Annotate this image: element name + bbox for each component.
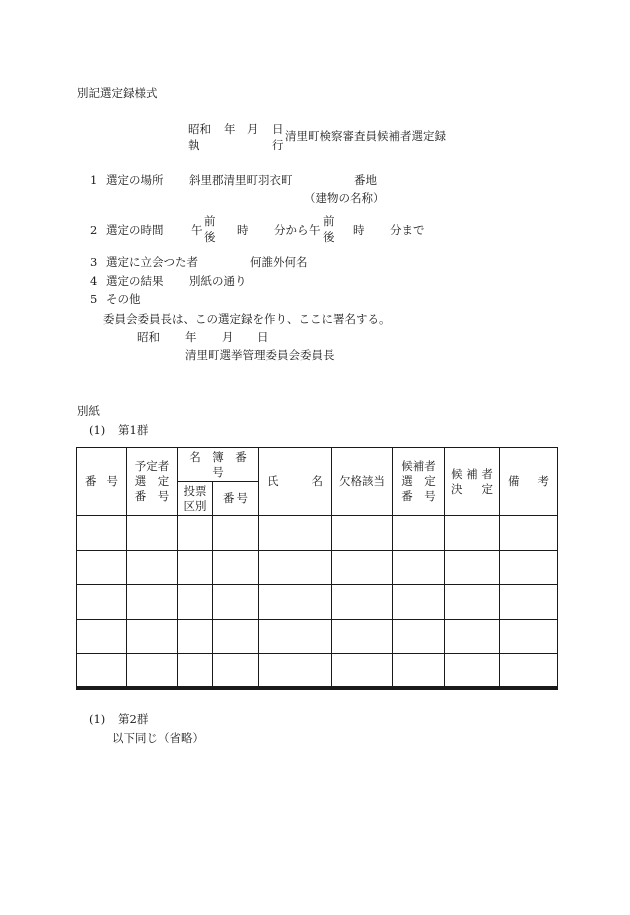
item-2-ji-1: 時 [237, 223, 249, 237]
table-bottom-double-rule [76, 686, 558, 690]
header-register-number: 名 簿 番 号 [178, 448, 259, 482]
table-cell[interactable] [178, 550, 213, 585]
table-cell[interactable] [259, 654, 332, 689]
table-cell[interactable] [393, 585, 445, 620]
table-row [77, 516, 558, 551]
item-2-go-2: 午 [309, 223, 321, 237]
table-cell[interactable] [332, 516, 393, 551]
header-candidate-number: 候補者 選 定 番 号 [393, 448, 445, 516]
table-cell[interactable] [77, 516, 127, 551]
header-vote-district: 投票 区別 [178, 482, 213, 516]
item-3-label: 選定に立会つた者 [106, 255, 198, 269]
title-year: 年 [224, 122, 236, 136]
group-1-name: 第1群 [118, 423, 149, 437]
table-cell[interactable] [445, 654, 500, 689]
closing-statement: 委員会委員長は、この選定録を作り、ここに署名する。 [103, 312, 391, 326]
table-cell[interactable] [77, 654, 127, 689]
table-cell[interactable] [500, 654, 558, 689]
table-cell[interactable] [178, 516, 213, 551]
table-cell[interactable] [332, 654, 393, 689]
table-cell[interactable] [213, 654, 259, 689]
table-cell[interactable] [445, 516, 500, 551]
group-2-number: (1) [89, 712, 106, 726]
item-1-banchi: 番地 [354, 173, 377, 187]
header-candidate-decision: 候 補 者 決 定 [445, 448, 500, 516]
item-2-fun-made: 分まで [390, 223, 425, 237]
title-day-bottom: 行 [272, 138, 284, 152]
item-2-zen-1: 前 [204, 214, 216, 228]
omitted-note: 以下同じ（省略） [112, 731, 204, 745]
group-1-number: (1) [89, 423, 106, 437]
table-cell[interactable] [127, 550, 178, 585]
header-number: 番 号 [77, 448, 127, 516]
table-cell[interactable] [332, 585, 393, 620]
table-cell[interactable] [127, 619, 178, 654]
header-register-sub-number: 番 号 [213, 482, 259, 516]
table-cell[interactable] [445, 585, 500, 620]
closing-signer: 清里町選挙管理委員会委員長 [185, 348, 335, 362]
item-1-place: 斜里郡清里町羽衣町 [189, 173, 293, 187]
document-title: 清里町検察審査員候補者選定録 [285, 129, 446, 143]
table-cell[interactable] [393, 550, 445, 585]
table-cell[interactable] [332, 550, 393, 585]
item-1-number: 1 [90, 173, 98, 187]
item-4-number: 4 [90, 274, 98, 288]
table-cell[interactable] [393, 654, 445, 689]
item-2-number: 2 [90, 223, 98, 237]
item-2-label: 選定の時間 [106, 223, 164, 237]
closing-day: 日 [257, 330, 269, 344]
table-cell[interactable] [500, 550, 558, 585]
table-cell[interactable] [213, 550, 259, 585]
table-cell[interactable] [259, 585, 332, 620]
item-1-label: 選定の場所 [106, 173, 164, 187]
table-cell[interactable] [77, 585, 127, 620]
group-2-name: 第2群 [118, 712, 149, 726]
table-row [77, 550, 558, 585]
title-day-top: 日 [272, 122, 284, 136]
table-cell[interactable] [213, 619, 259, 654]
table-cell[interactable] [127, 516, 178, 551]
table-cell[interactable] [393, 619, 445, 654]
item-2-ato-1: 後 [204, 230, 216, 244]
header-planned-number: 予定者 選 定 番 号 [127, 448, 178, 516]
header-disqualification: 欠格該当 [332, 448, 393, 516]
table-cell[interactable] [393, 516, 445, 551]
item-5-label: その他 [106, 292, 141, 306]
title-era: 昭和 [188, 122, 211, 136]
table-cell[interactable] [178, 619, 213, 654]
closing-era: 昭和 [137, 330, 160, 344]
form-heading: 別記選定録様式 [77, 86, 158, 100]
header-remarks: 備 考 [500, 448, 558, 516]
table-cell[interactable] [500, 619, 558, 654]
table-header-row [77, 448, 558, 482]
table-cell[interactable] [259, 550, 332, 585]
closing-month: 月 [222, 330, 234, 344]
table-row [77, 619, 558, 654]
item-1-building: （建物の名称） [304, 191, 385, 205]
table-cell[interactable] [127, 585, 178, 620]
item-3-number: 3 [90, 255, 98, 269]
table-cell[interactable] [77, 619, 127, 654]
item-2-ji-2: 時 [353, 223, 365, 237]
table-cell[interactable] [127, 654, 178, 689]
item-2-zen-2: 前 [323, 214, 335, 228]
candidate-table [76, 447, 558, 689]
item-2-ato-2: 後 [323, 230, 335, 244]
table-cell[interactable] [500, 585, 558, 620]
table-cell[interactable] [259, 516, 332, 551]
table-cell[interactable] [332, 619, 393, 654]
item-4-value: 別紙の通り [189, 274, 247, 288]
closing-year: 年 [185, 330, 197, 344]
table-cell[interactable] [445, 619, 500, 654]
table-cell[interactable] [178, 585, 213, 620]
item-3-value: 何誰外何名 [250, 255, 308, 269]
item-5-number: 5 [90, 292, 98, 306]
title-month: 月 [247, 122, 259, 136]
table-cell[interactable] [213, 516, 259, 551]
item-2-go-1: 午 [191, 223, 203, 237]
table-cell[interactable] [178, 654, 213, 689]
table-cell[interactable] [259, 619, 332, 654]
attachment-label: 別紙 [77, 404, 100, 418]
table-cell[interactable] [445, 550, 500, 585]
table-cell[interactable] [77, 550, 127, 585]
header-name: 氏 名 [259, 448, 332, 516]
item-2-fun-kara: 分から [274, 223, 309, 237]
table-cell[interactable] [500, 516, 558, 551]
table-cell[interactable] [213, 585, 259, 620]
item-4-label: 選定の結果 [106, 274, 164, 288]
table-row [77, 585, 558, 620]
table-row [77, 654, 558, 689]
title-shikko: 執 [188, 138, 200, 152]
